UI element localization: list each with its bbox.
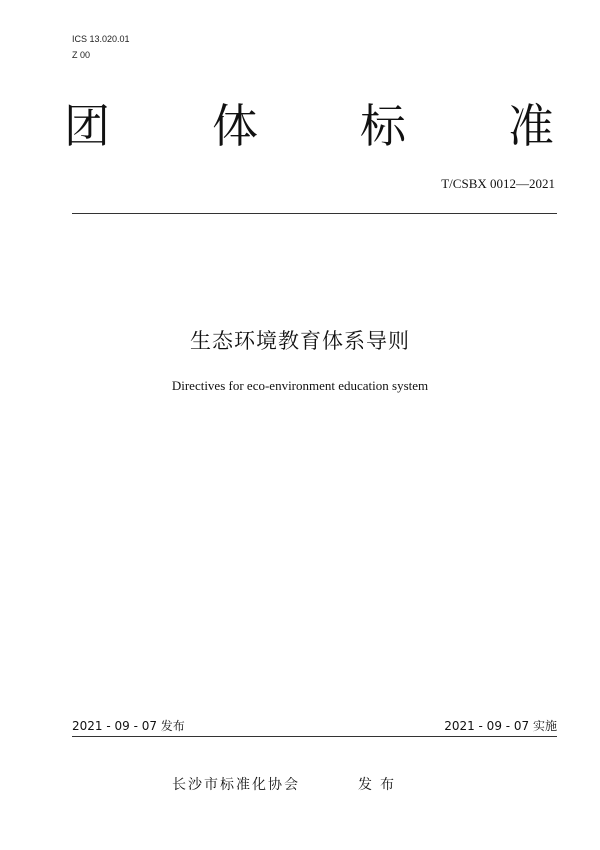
issuing-organization: 长沙市标准化协会 (172, 777, 300, 793)
ics-code: ICS 13.020.01 (72, 34, 130, 44)
banner-char: 团 (64, 99, 110, 153)
bottom-divider (72, 736, 557, 737)
release-date: 2021 - 09 - 07 发布 (72, 719, 185, 733)
implementation-date: 2021 - 09 - 07 实施 (444, 719, 557, 733)
top-divider (72, 213, 557, 214)
document-type-banner (64, 94, 554, 158)
standard-number: T/CSBX 0012—2021 (441, 176, 555, 191)
issuer-line (172, 774, 402, 794)
classification-codes (72, 31, 130, 63)
banner-char: 标 (360, 99, 406, 153)
banner-char: 体 (212, 99, 258, 153)
title-chinese: 生态环境教育体系导则 (190, 329, 410, 353)
issue-label: 发布 (358, 777, 402, 793)
banner-char: 准 (508, 99, 554, 153)
title-english: Directives for eco-environment education system (171, 378, 429, 393)
ccs-code: Z 00 (72, 50, 91, 60)
